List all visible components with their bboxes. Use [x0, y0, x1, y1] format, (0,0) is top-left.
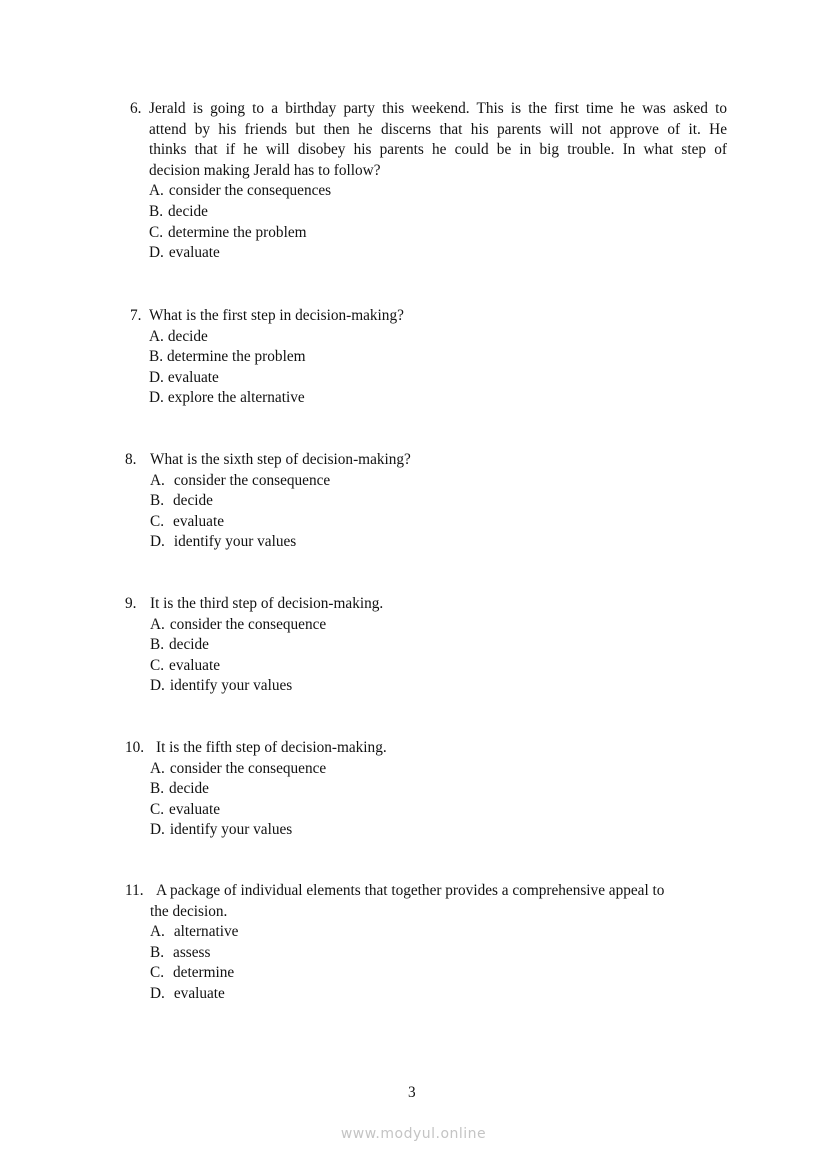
option-letter: A.	[150, 615, 165, 633]
option-text: identify your values	[169, 821, 293, 839]
option-letter: A.	[149, 327, 164, 345]
answer-option	[149, 202, 208, 222]
watermark: www.modyul.online	[340, 1126, 487, 1142]
answer-option	[150, 922, 238, 942]
option-letter: D.	[150, 533, 165, 551]
question-text-line: A package of individual elements that together provides a comprehensive appeal to	[156, 882, 665, 899]
answer-option	[149, 368, 219, 388]
option-text: decide	[173, 492, 213, 510]
answer-option	[150, 800, 220, 820]
option-text: assess	[173, 943, 211, 961]
option-letter: A.	[149, 182, 164, 200]
question-text-line: Jerald is going to a birthday party this weekend. This is the first time he was asked to	[149, 100, 727, 117]
option-letter: D.	[150, 821, 165, 839]
answer-option	[150, 656, 220, 676]
answer-option	[149, 347, 306, 367]
page-number: 3	[408, 1084, 416, 1101]
question-number: 6.	[130, 100, 142, 117]
option-text: determine	[173, 964, 235, 982]
option-text: determine the problem	[167, 348, 306, 366]
question-number: 10.	[125, 739, 145, 756]
option-letter: B.	[150, 943, 165, 961]
option-text: evaluate	[169, 656, 220, 674]
question-number: 11.	[125, 882, 144, 899]
option-text: evaluate	[168, 244, 220, 262]
answer-option	[150, 984, 225, 1004]
option-text: determine the problem	[168, 223, 307, 241]
answer-option	[150, 943, 210, 963]
answer-option	[150, 471, 330, 491]
question-text-line: What is the sixth step of decision-making?	[150, 451, 411, 468]
option-text: evaluate	[167, 368, 219, 386]
question-text-line: thinks that if he will disobey his parents he could be in big trouble. In what step of	[149, 141, 727, 159]
question-number: 9.	[125, 595, 137, 612]
option-letter: B.	[149, 348, 164, 366]
option-text: decide	[168, 203, 208, 220]
option-letter: B.	[150, 492, 165, 510]
option-letter: A.	[150, 471, 165, 489]
question-text-line: attend by his friends but then he discerns that his parents will not approve of it. He	[149, 120, 727, 138]
question-text-line: It is the fifth step of decision-making.	[156, 739, 387, 756]
option-text: consider the consequence	[169, 759, 327, 777]
answer-option	[149, 243, 220, 263]
option-text: consider the consequence	[173, 471, 331, 489]
question-number: 8.	[125, 451, 137, 468]
answer-option	[150, 635, 209, 655]
question-text-line: decision making Jerald has to follow?	[149, 161, 381, 179]
option-letter: B.	[150, 780, 165, 798]
answer-option	[150, 779, 209, 799]
option-letter: C.	[150, 800, 165, 818]
option-text: evaluate	[169, 800, 220, 818]
answer-option	[149, 388, 305, 408]
question-text-line: It is the third step of decision-making.	[150, 595, 384, 612]
answer-option	[150, 512, 224, 532]
option-text: alternative	[173, 923, 239, 941]
option-text: identify your values	[169, 677, 293, 695]
option-letter: D.	[149, 389, 164, 407]
option-letter: B.	[150, 636, 165, 654]
answer-option	[150, 532, 296, 552]
question-text-line: the decision.	[150, 902, 228, 920]
option-letter: D.	[150, 677, 165, 695]
answer-option	[149, 327, 208, 347]
option-letter: C.	[150, 656, 165, 674]
option-text: decide	[169, 780, 209, 798]
option-text: evaluate	[173, 512, 224, 530]
option-letter: D.	[149, 244, 164, 262]
answer-option	[150, 676, 292, 696]
option-text: decide	[167, 327, 208, 345]
answer-option	[150, 491, 213, 511]
option-text: decide	[169, 636, 209, 654]
answer-option	[150, 759, 326, 779]
option-text: identify your values	[173, 533, 297, 551]
answer-option	[150, 820, 292, 840]
option-text: evaluate	[173, 985, 225, 1002]
option-text: consider the consequences	[168, 182, 332, 200]
question-number: 7.	[130, 307, 142, 324]
question-text-line: What is the first step in decision-making?	[149, 307, 404, 324]
option-letter: A.	[150, 759, 165, 777]
answer-option	[149, 181, 331, 201]
answer-option	[149, 223, 307, 243]
option-letter: C.	[150, 964, 165, 982]
option-letter: C.	[149, 223, 164, 241]
option-text: consider the consequence	[169, 615, 327, 633]
option-letter: D.	[150, 985, 165, 1002]
option-letter: D.	[149, 368, 164, 386]
option-letter: A.	[150, 923, 165, 941]
option-letter: C.	[150, 512, 165, 530]
answer-option	[150, 963, 234, 983]
answer-option	[150, 615, 326, 635]
option-text: explore the alternative	[167, 389, 305, 407]
option-letter: B.	[149, 203, 164, 220]
